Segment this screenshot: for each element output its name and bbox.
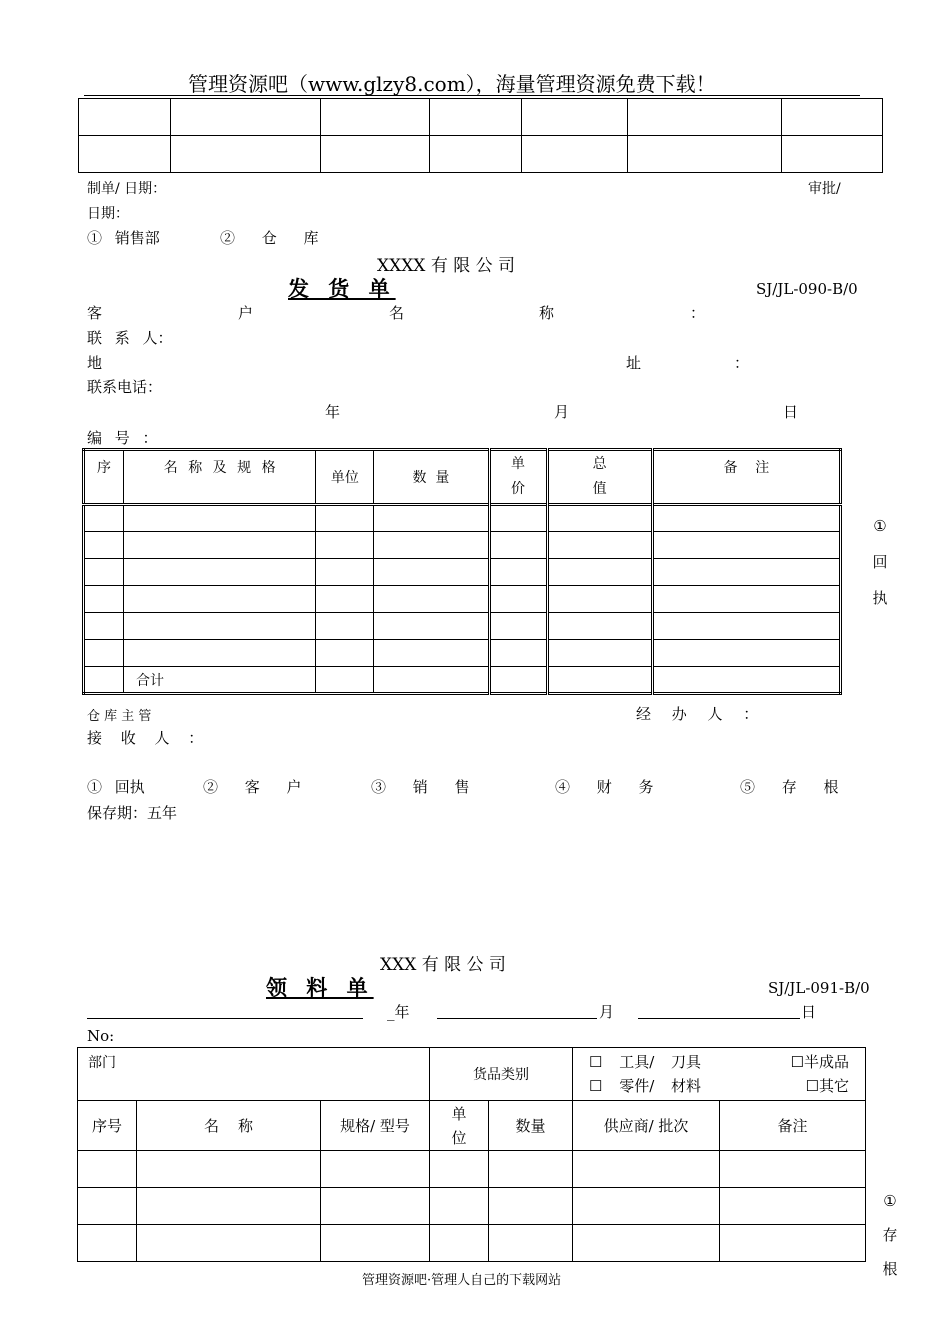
distribution-3: ③ 销 售 — [371, 778, 470, 796]
material-date-year: _年 — [387, 1003, 410, 1021]
customer-label-3: 名 — [389, 304, 405, 322]
table-cell — [720, 1188, 866, 1225]
col-header-price: 单 价 — [489, 450, 547, 505]
address-label-3: ： — [734, 354, 750, 372]
category-option-tools[interactable]: ☐ 工具/ 刀具 — [589, 1053, 702, 1071]
table-cell — [78, 1151, 137, 1188]
side-copy-receipt — [870, 508, 890, 616]
customer-label-5: ： — [690, 304, 706, 322]
receiver-label: 接 收 人 ： — [87, 729, 204, 747]
table-cell — [124, 640, 316, 667]
contact-label: 联 系 人： — [87, 329, 173, 347]
table-cell — [652, 586, 840, 613]
side-copy-stub — [880, 1184, 900, 1286]
warehouse-manager-label: 仓 库 主 管 — [87, 709, 152, 724]
table-cell — [547, 640, 652, 667]
side-copy-char: 根 — [882, 1260, 898, 1278]
material-no-label: No: — [87, 1027, 115, 1045]
col-header-qty: 数量 — [489, 1101, 573, 1151]
table-cell — [782, 99, 883, 136]
table-cell — [374, 586, 489, 613]
table-cell — [489, 1151, 573, 1188]
copy-warehouse: ② 仓 库 — [220, 229, 319, 247]
copy-sales: ① 销售部 — [87, 229, 160, 247]
table-cell — [547, 559, 652, 586]
material-date-month: 月 — [599, 1003, 615, 1021]
table-cell — [430, 1188, 489, 1225]
distribution-1: ① 回执 — [87, 778, 145, 796]
side-copy-char: 存 — [882, 1226, 898, 1244]
table-cell — [124, 505, 316, 532]
table-cell — [84, 505, 124, 532]
table-cell — [573, 1225, 720, 1262]
table-cell — [84, 559, 124, 586]
table-cell — [374, 532, 489, 559]
table-cell — [374, 640, 489, 667]
table-cell — [84, 586, 124, 613]
table-cell — [430, 136, 522, 173]
col-header-name: 名 称 及 规 格 — [124, 450, 316, 505]
retention-label: 保存期：五年 — [87, 804, 178, 822]
date-blank-1 — [87, 1018, 363, 1019]
signoff-right: 审批/ — [808, 181, 841, 197]
table-cell — [316, 532, 374, 559]
category-label: 货品类别 — [430, 1048, 573, 1101]
category-option-parts[interactable]: ☐ 零件/ 材料 — [589, 1077, 702, 1095]
table-cell — [374, 505, 489, 532]
category-option-other[interactable]: ☐其它 — [805, 1077, 850, 1095]
table-cell — [430, 1225, 489, 1262]
table-cell — [720, 1151, 866, 1188]
total-label: 合计 — [124, 667, 316, 694]
table-cell — [374, 667, 489, 694]
material-code: SJ/JL-091-B/0 — [768, 979, 870, 997]
handler-label: 经 办 人 ： — [636, 705, 759, 723]
table-cell — [652, 505, 840, 532]
col-header-unit: 单位 — [316, 450, 374, 505]
material-company: XXX 有 限 公 司 — [380, 955, 506, 975]
date-line: 日期： — [87, 206, 129, 222]
table-cell — [489, 505, 547, 532]
date-blank-2 — [437, 1018, 597, 1019]
table-cell — [489, 559, 547, 586]
side-copy-char: ① — [883, 1192, 897, 1210]
table-cell — [652, 613, 840, 640]
material-title: 领 料 单 — [266, 975, 374, 1000]
customer-label-4: 称 — [539, 304, 555, 322]
table-cell — [374, 613, 489, 640]
table-cell — [316, 613, 374, 640]
table-cell — [573, 1151, 720, 1188]
table-cell — [316, 559, 374, 586]
side-copy-char: ① — [873, 517, 887, 535]
col-header-remark: 备注 — [720, 1101, 866, 1151]
table-cell — [628, 99, 782, 136]
table-cell — [137, 1151, 321, 1188]
table-cell — [489, 586, 547, 613]
shipping-code: SJ/JL-090-B/0 — [756, 280, 858, 298]
table-cell — [547, 532, 652, 559]
col-header-seq: 序 — [84, 450, 124, 505]
top-blank-table — [78, 98, 883, 173]
col-header-remark: 备 注 — [652, 450, 840, 505]
address-label-2: 址 — [626, 354, 642, 372]
address-label-1: 地 — [87, 354, 103, 372]
category-options — [573, 1048, 866, 1101]
col-header-total: 总 值 — [547, 450, 652, 505]
table-cell — [124, 586, 316, 613]
col-header-spec: 规格/ 型号 — [321, 1101, 430, 1151]
table-cell — [522, 99, 628, 136]
table-cell — [79, 136, 171, 173]
table-cell — [321, 136, 430, 173]
phone-label: 联系电话： — [87, 378, 163, 396]
customer-label-2: 户 — [238, 304, 254, 322]
table-cell — [573, 1188, 720, 1225]
col-header-seq: 序号 — [78, 1101, 137, 1151]
date-year: 年 — [325, 403, 341, 421]
table-cell — [547, 586, 652, 613]
material-date-day: 日 — [801, 1003, 817, 1021]
distribution-4: ④ 财 务 — [555, 778, 654, 796]
material-table — [77, 1047, 866, 1262]
table-cell — [547, 667, 652, 694]
table-cell — [547, 613, 652, 640]
table-cell — [628, 136, 782, 173]
shipping-company: XXXX 有 限 公 司 — [377, 256, 516, 276]
category-option-semifinished[interactable]: ☐半成品 — [790, 1053, 850, 1071]
table-cell — [316, 667, 374, 694]
table-cell — [652, 559, 840, 586]
date-day: 日 — [783, 403, 799, 421]
table-cell — [652, 640, 840, 667]
table-cell — [652, 532, 840, 559]
col-header-name: 名 称 — [137, 1101, 321, 1151]
table-cell — [430, 1151, 489, 1188]
table-cell — [124, 559, 316, 586]
side-copy-char: 执 — [872, 589, 888, 607]
shipping-title: 发 货 单 — [288, 276, 396, 301]
table-cell — [489, 532, 547, 559]
table-cell — [652, 667, 840, 694]
table-cell — [321, 99, 430, 136]
table-cell — [430, 99, 522, 136]
table-cell — [489, 640, 547, 667]
table-cell — [321, 1225, 430, 1262]
table-cell — [720, 1225, 866, 1262]
table-cell — [84, 667, 124, 694]
table-cell — [522, 136, 628, 173]
table-cell — [84, 613, 124, 640]
table-cell — [137, 1188, 321, 1225]
page-banner: 管理资源吧（www.glzy8.com），海量管理资源免费下载！ — [188, 72, 716, 96]
col-header-qty: 数 量 — [374, 450, 489, 505]
table-cell — [171, 99, 321, 136]
shipping-items-table — [82, 448, 842, 695]
table-cell — [782, 136, 883, 173]
table-cell — [84, 640, 124, 667]
table-cell — [84, 532, 124, 559]
table-cell — [124, 613, 316, 640]
table-cell — [489, 613, 547, 640]
table-cell — [374, 559, 489, 586]
customer-label-1: 客 — [87, 304, 103, 322]
banner-underline — [84, 95, 860, 96]
table-cell — [489, 667, 547, 694]
date-blank-3 — [638, 1018, 800, 1019]
distribution-5: ⑤ 存 根 — [740, 778, 839, 796]
side-copy-char: 回 — [872, 553, 888, 571]
table-cell — [316, 505, 374, 532]
table-cell — [79, 99, 171, 136]
table-cell — [321, 1151, 430, 1188]
col-header-supplier: 供应商/ 批次 — [573, 1101, 720, 1151]
page-footer: 管理资源吧·管理人自己的下载网站 — [362, 1273, 562, 1288]
table-cell — [321, 1188, 430, 1225]
table-cell — [316, 640, 374, 667]
table-cell — [124, 532, 316, 559]
number-label: 编 号 ： — [87, 429, 158, 447]
col-header-unit: 单位 — [430, 1101, 489, 1151]
signoff-left: 制单/ 日期： — [87, 181, 167, 197]
distribution-2: ② 客 户 — [203, 778, 302, 796]
table-cell — [489, 1225, 573, 1262]
table-cell — [489, 1188, 573, 1225]
dept-label: 部门 — [78, 1048, 430, 1101]
table-cell — [137, 1225, 321, 1262]
table-cell — [547, 505, 652, 532]
table-cell — [316, 586, 374, 613]
table-cell — [78, 1188, 137, 1225]
table-cell — [78, 1225, 137, 1262]
table-cell — [171, 136, 321, 173]
date-month: 月 — [554, 403, 570, 421]
